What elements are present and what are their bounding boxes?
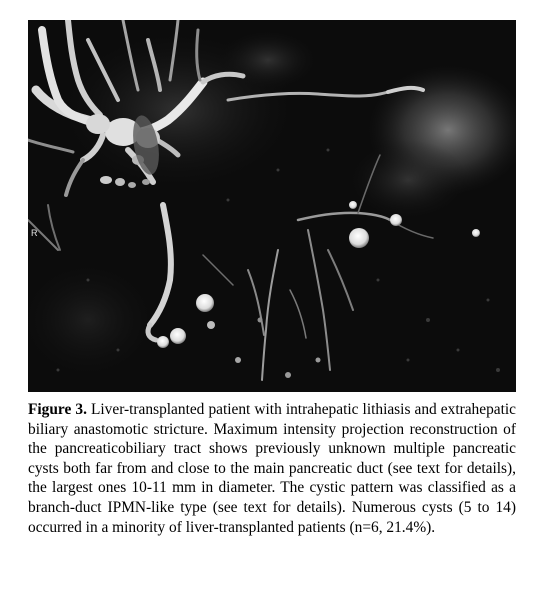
cyst-large xyxy=(196,294,214,312)
cyst xyxy=(235,357,241,363)
mrcp-image xyxy=(28,20,516,392)
cyst xyxy=(349,201,357,209)
cyst xyxy=(170,328,186,344)
cyst xyxy=(316,358,321,363)
orientation-marker: R xyxy=(31,228,38,238)
cyst xyxy=(390,214,402,226)
cyst xyxy=(472,229,480,237)
figure-label: Figure 3. xyxy=(28,401,87,418)
cyst xyxy=(285,372,291,378)
mrcp-mip-reconstruction xyxy=(28,20,516,392)
cyst xyxy=(157,336,169,348)
figure-caption xyxy=(28,400,516,537)
caption-text: Liver-transplanted patient with intrahepatic lithiasis and extrahepatic biliary anastomotic stricture. Maximum intensity projection reconstruction of the pancreaticobiliary tract shows previously unknown multiple pancreatic cysts both far from and close to the main pancreatic duct (see text for details), the largest ones 10-11 mm in diameter. The cystic pattern was classified as a branch-duct IPMN-like type (see text for details). Numerous cysts (5 to 14) occurred in a minority of liver-transplanted patients (n=6, 21.4%). xyxy=(28,401,516,536)
cyst xyxy=(258,318,263,323)
cyst-large xyxy=(349,228,369,248)
cyst xyxy=(207,321,215,329)
